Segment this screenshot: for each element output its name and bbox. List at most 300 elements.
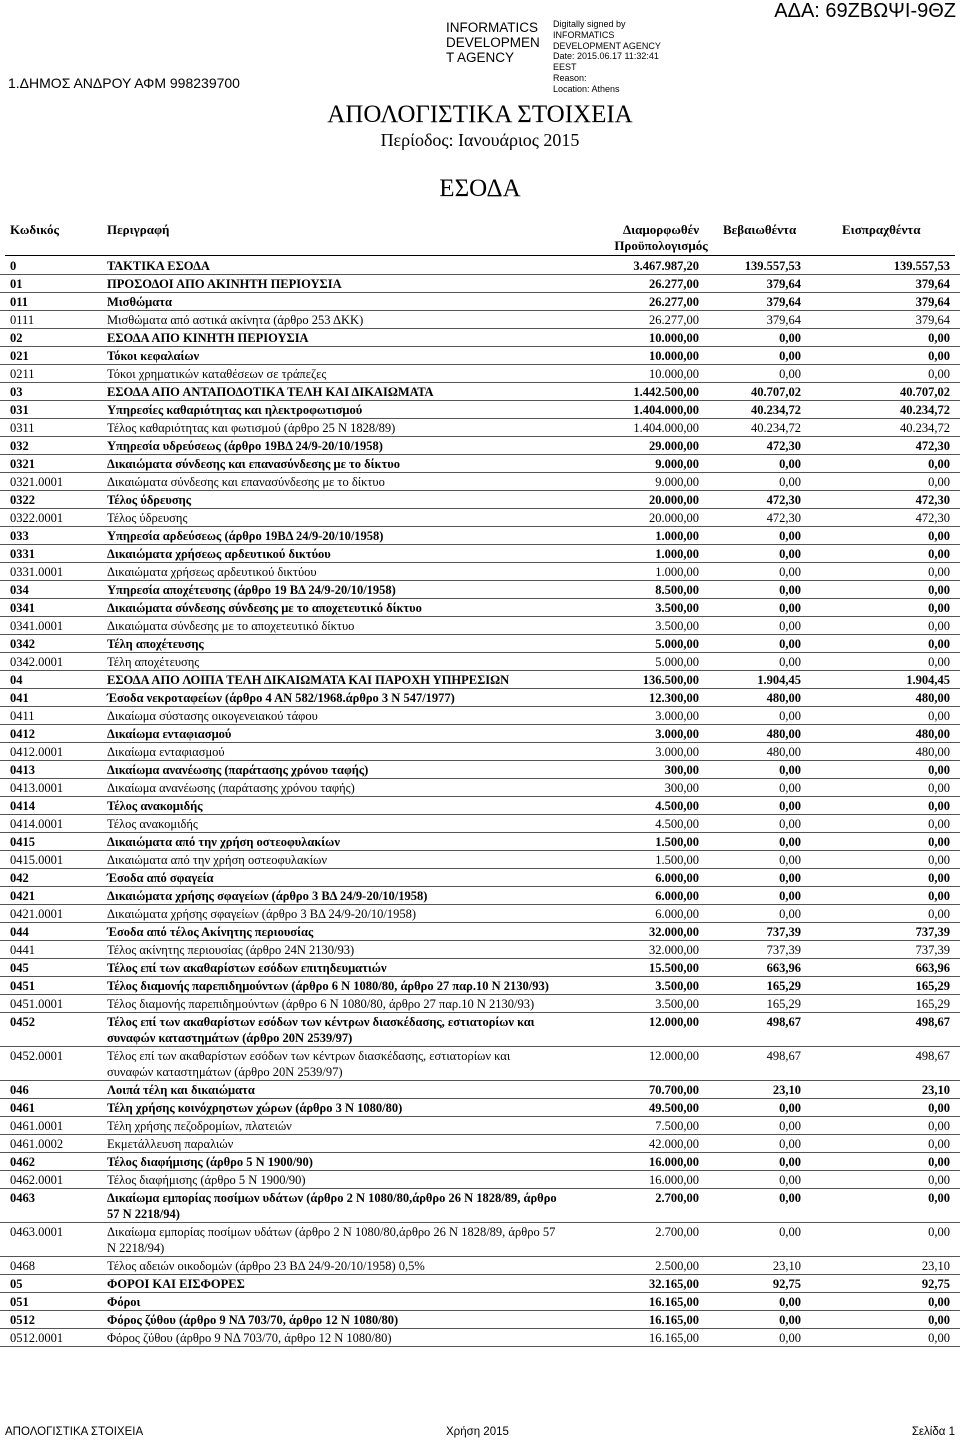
row-description: Τόκοι κεφαλαίων <box>107 349 200 363</box>
row-certified: 0,00 <box>779 583 801 597</box>
row-description: Δικαίωμα ενταφιασμού <box>107 727 232 741</box>
row-certified: 498,67 <box>766 1049 801 1063</box>
table-row <box>0 1135 960 1153</box>
municipality-header: 1.ΔΗΜΟΣ ΑΝΔΡΟΥ ΑΦΜ 998239700 <box>8 75 240 91</box>
row-code: 045 <box>10 961 29 975</box>
row-code: 0462 <box>10 1155 35 1169</box>
header-divider <box>5 255 955 256</box>
row-collected: 0,00 <box>928 1137 950 1151</box>
row-budget: 3.500,00 <box>655 601 699 615</box>
ada-code: ΑΔΑ: 69ΖΒΩΨΙ-9ΘΖ <box>774 0 956 22</box>
signature-line: Location: Athens <box>553 83 620 94</box>
signature-line: Reason: <box>553 72 587 83</box>
row-certified: 40.234,72 <box>751 403 801 417</box>
table-row <box>0 815 960 833</box>
row-certified: 0,00 <box>779 781 801 795</box>
row-description: Δικαιώματα σύνδεσης και επανασύνδεσης με το δίκτυο <box>107 475 385 489</box>
row-collected: 0,00 <box>928 1295 950 1309</box>
row-certified: 472,30 <box>766 511 801 525</box>
row-description: Δικαιώματα χρήσεως αρδευτικού δικτύου <box>107 565 317 579</box>
row-collected: 23,10 <box>921 1083 950 1097</box>
row-budget: 136.500,00 <box>642 673 699 687</box>
row-budget: 12.000,00 <box>649 1049 699 1063</box>
table-row <box>0 635 960 653</box>
row-code: 041 <box>10 691 29 705</box>
row-code: 0421.0001 <box>10 907 64 921</box>
row-collected: 40.234,72 <box>900 421 950 435</box>
row-code: 0452.0001 <box>10 1049 64 1063</box>
row-code: 04 <box>10 673 23 687</box>
table-row <box>0 473 960 491</box>
row-certified: 0,00 <box>779 1295 801 1309</box>
footer-report-name: ΑΠΟΛΟΓΙΣΤΙΚΑ ΣΤΟΙΧΕΙΑ <box>5 1426 144 1438</box>
row-collected: 379,64 <box>915 295 950 309</box>
row-description: Δικαιώματα από την χρήση οστεοφυλακίων <box>107 835 340 849</box>
row-budget: 16.000,00 <box>649 1173 699 1187</box>
signature-line: Digitally signed by <box>553 19 626 29</box>
signature-line: DEVELOPMENT AGENCY <box>553 40 661 51</box>
row-description: Τέλος διαφήμισης (άρθρο 5 Ν 1900/90) <box>107 1173 306 1187</box>
row-budget: 9.000,00 <box>655 475 699 489</box>
table-row <box>0 1189 960 1223</box>
row-collected: 737,39 <box>915 943 950 957</box>
row-description: Δικαιώματα σύνδεσης σύνδεσης με το αποχετευτικό δίκτυο <box>107 601 422 615</box>
table-row <box>0 743 960 761</box>
table-row <box>0 887 960 905</box>
row-certified: 0,00 <box>779 835 801 849</box>
table-row <box>0 977 960 995</box>
row-budget: 1.000,00 <box>655 529 699 543</box>
row-certified: 0,00 <box>779 331 801 345</box>
row-collected: 0,00 <box>928 709 950 723</box>
table-row <box>0 1099 960 1117</box>
row-budget: 3.000,00 <box>655 745 699 759</box>
table-row <box>0 923 960 941</box>
row-description: Δικαίωμα ανανέωσης (παράτασης χρόνου ταφής) <box>107 763 369 777</box>
row-description: Τέλη χρήσης κοινόχρηστων χώρων (άρθρο 3 Ν 1080/80) <box>107 1101 403 1115</box>
row-description: Τέλος ακίνητης περιουσίας (άρθρο 24Ν 2130/93) <box>107 943 355 957</box>
row-code: 0342 <box>10 637 35 651</box>
row-collected: 0,00 <box>928 655 950 669</box>
row-budget: 1.442.500,00 <box>633 385 699 399</box>
row-collected: 0,00 <box>928 1313 950 1327</box>
row-code: 0322.0001 <box>10 511 64 525</box>
row-description: Τέλος ανακομιδής <box>107 799 203 813</box>
row-description: ΤΑΚΤΙΚΑ ΕΣΟΔΑ <box>107 259 210 273</box>
row-budget: 1.500,00 <box>655 835 699 849</box>
row-description: Δικαιώματα χρήσης σφαγείων (άρθρο 3 ΒΔ 24/9-20/10/1958) <box>107 889 428 903</box>
row-budget: 5.000,00 <box>655 637 699 651</box>
row-budget: 32.000,00 <box>649 925 699 939</box>
row-certified: 165,29 <box>766 997 801 1011</box>
row-description: Δικαίωμα εμπορίας ποσίμων υδάτων (άρθρο 2 Ν 1080/80,άρθρο 26 Ν 1828/89, άρθρο 57 Ν 2218/94) <box>107 1191 557 1221</box>
row-code: 0441 <box>10 943 35 957</box>
row-description: Τέλη χρήσης πεζοδρομίων, πλατειών <box>107 1119 292 1133</box>
row-budget: 3.500,00 <box>655 997 699 1011</box>
row-collected: 0,00 <box>928 781 950 795</box>
row-code: 02 <box>10 331 23 345</box>
row-certified: 0,00 <box>779 1155 801 1169</box>
row-collected: 0,00 <box>928 1191 950 1205</box>
table-row <box>0 941 960 959</box>
row-budget: 16.000,00 <box>649 1155 699 1169</box>
row-code: 0415 <box>10 835 35 849</box>
table-row <box>0 689 960 707</box>
row-collected: 0,00 <box>928 349 950 363</box>
row-collected: 0,00 <box>928 763 950 777</box>
row-description: Δικαίωμα ανανέωσης (παράτασης χρόνου ταφής) <box>107 781 355 795</box>
row-code: 0463 <box>10 1191 35 1205</box>
row-description: Λοιπά τέλη και δικαιώματα <box>107 1083 255 1097</box>
table-row <box>0 311 960 329</box>
row-code: 0331 <box>10 547 35 561</box>
row-code: 046 <box>10 1083 29 1097</box>
row-code: 044 <box>10 925 29 939</box>
table-row <box>0 401 960 419</box>
row-budget: 12.300,00 <box>649 691 699 705</box>
signature-line: EEST <box>553 62 577 73</box>
row-description: Εκμετάλλευση παραλιών <box>107 1137 234 1151</box>
revenue-table-body <box>0 257 960 1347</box>
row-code: 0341 <box>10 601 35 615</box>
row-certified: 0,00 <box>779 817 801 831</box>
row-collected: 0,00 <box>928 907 950 921</box>
footer-page-number: Σελίδα 1 <box>911 1426 955 1438</box>
row-collected: 498,67 <box>915 1015 950 1029</box>
row-code: 0462.0001 <box>10 1173 64 1187</box>
row-code: 042 <box>10 871 29 885</box>
table-row <box>0 707 960 725</box>
row-description: Δικαίωμα ενταφιασμού <box>107 745 225 759</box>
row-code: 0413.0001 <box>10 781 64 795</box>
row-certified: 480,00 <box>766 727 801 741</box>
row-code: 021 <box>10 349 29 363</box>
row-certified: 472,30 <box>766 439 801 453</box>
row-collected: 0,00 <box>928 529 950 543</box>
row-collected: 0,00 <box>928 853 950 867</box>
row-budget: 3.500,00 <box>655 979 699 993</box>
row-code: 0463.0001 <box>10 1225 64 1239</box>
row-collected: 737,39 <box>915 925 950 939</box>
row-description: Υπηρεσίες καθαριότητας και ηλεκτροφωτισμού <box>107 403 363 417</box>
row-budget: 3.500,00 <box>655 619 699 633</box>
row-budget: 26.277,00 <box>649 295 699 309</box>
row-certified: 139.557,53 <box>744 259 801 273</box>
table-row <box>0 761 960 779</box>
row-code: 0421 <box>10 889 35 903</box>
table-header <box>0 222 960 256</box>
row-collected: 0,00 <box>928 1225 950 1239</box>
row-certified: 0,00 <box>779 601 801 615</box>
row-certified: 0,00 <box>779 529 801 543</box>
row-certified: 0,00 <box>779 1225 801 1239</box>
row-collected: 0,00 <box>928 619 950 633</box>
table-row <box>0 779 960 797</box>
section-title: ΕΣΟΔΑ <box>439 175 521 202</box>
row-budget: 9.000,00 <box>655 457 699 471</box>
row-collected: 0,00 <box>928 601 950 615</box>
table-row <box>0 455 960 473</box>
row-collected: 0,00 <box>928 583 950 597</box>
row-description: Δικαιώματα χρήσης σφαγείων (άρθρο 3 ΒΔ 24/9-20/10/1958) <box>107 907 417 921</box>
column-header-collected: Εισπραχθέντα <box>842 222 921 237</box>
table-row <box>0 1293 960 1311</box>
row-budget: 70.700,00 <box>649 1083 699 1097</box>
row-certified: 40.234,72 <box>751 421 801 435</box>
row-description: Τέλος ανακομιδής <box>107 817 198 831</box>
row-budget: 10.000,00 <box>649 331 699 345</box>
table-row <box>0 347 960 365</box>
row-budget: 7.500,00 <box>655 1119 699 1133</box>
row-budget: 20.000,00 <box>649 511 699 525</box>
row-collected: 40.707,02 <box>900 385 950 399</box>
row-collected: 165,29 <box>915 997 950 1011</box>
row-collected: 1.904,45 <box>906 673 950 687</box>
row-certified: 0,00 <box>779 907 801 921</box>
row-budget: 16.165,00 <box>649 1295 699 1309</box>
row-certified: 737,39 <box>766 925 801 939</box>
row-description: Τέλος επί των ακαθαρίστων εσόδων επιτηδευματιών <box>107 961 387 975</box>
period-subtitle: Περίοδος: Ιανουάριος 2015 <box>380 130 580 150</box>
table-row <box>0 1013 960 1047</box>
row-budget: 3.467.987,20 <box>633 259 699 273</box>
row-collected: 0,00 <box>928 1173 950 1187</box>
row-certified: 0,00 <box>779 619 801 633</box>
row-code: 03 <box>10 385 23 399</box>
row-certified: 737,39 <box>766 943 801 957</box>
row-certified: 0,00 <box>779 763 801 777</box>
row-code: 0512.0001 <box>10 1331 64 1345</box>
table-row <box>0 1223 960 1257</box>
table-row <box>0 995 960 1013</box>
column-header-code: Κωδικός <box>10 222 59 237</box>
table-row <box>0 329 960 347</box>
row-budget: 5.000,00 <box>655 655 699 669</box>
row-code: 034 <box>10 583 29 597</box>
row-description: Τέλος διαφήμισης (άρθρο 5 Ν 1900/90) <box>107 1155 313 1169</box>
row-collected: 0,00 <box>928 889 950 903</box>
row-collected: 40.234,72 <box>900 403 950 417</box>
row-certified: 0,00 <box>779 547 801 561</box>
row-certified: 472,30 <box>766 493 801 507</box>
digital-signature-name: INFORMATICS DEVELOPMEN T AGENCY <box>446 20 540 65</box>
row-certified: 379,64 <box>766 313 801 327</box>
row-budget: 8.500,00 <box>655 583 699 597</box>
row-budget: 1.000,00 <box>655 565 699 579</box>
row-budget: 26.277,00 <box>649 277 699 291</box>
row-description: Δικαίωμα σύστασης οικογενειακού τάφου <box>107 709 318 723</box>
row-code: 0415.0001 <box>10 853 64 867</box>
row-collected: 165,29 <box>915 979 950 993</box>
table-row <box>0 293 960 311</box>
row-code: 0412.0001 <box>10 745 64 759</box>
row-certified: 480,00 <box>766 745 801 759</box>
row-collected: 0,00 <box>928 457 950 471</box>
row-budget: 32.165,00 <box>649 1277 699 1291</box>
row-certified: 498,67 <box>766 1015 801 1029</box>
table-row <box>0 617 960 635</box>
row-collected: 0,00 <box>928 1331 950 1345</box>
row-description: ΕΣΟΔΑ ΑΠΟ ΚΙΝΗΤΗ ΠΕΡΙΟΥΣΙΑ <box>107 331 309 345</box>
row-code: 01 <box>10 277 23 291</box>
row-certified: 379,64 <box>766 295 801 309</box>
signature-line: INFORMATICS <box>553 29 615 40</box>
row-collected: 379,64 <box>915 313 950 327</box>
row-budget: 16.165,00 <box>649 1331 699 1345</box>
table-row <box>0 1171 960 1189</box>
row-certified: 0,00 <box>779 655 801 669</box>
row-budget: 3.000,00 <box>655 727 699 741</box>
row-certified: 23,10 <box>772 1259 801 1273</box>
table-row <box>0 725 960 743</box>
row-budget: 49.500,00 <box>649 1101 699 1115</box>
row-certified: 0,00 <box>779 457 801 471</box>
row-budget: 1.404.000,00 <box>633 403 699 417</box>
table-row <box>0 1311 960 1329</box>
row-certified: 0,00 <box>779 709 801 723</box>
table-row <box>0 851 960 869</box>
column-header-certified: Βεβαιωθέντα <box>723 222 797 237</box>
row-collected: 472,30 <box>915 493 950 507</box>
row-collected: 92,75 <box>921 1277 950 1291</box>
row-collected: 0,00 <box>928 817 950 831</box>
row-budget: 2.700,00 <box>655 1191 699 1205</box>
row-description: Τόκοι χρηματικών καταθέσεων σε τράπεζες <box>107 367 327 381</box>
row-certified: 480,00 <box>766 691 801 705</box>
document-title: ΑΠΟΛΟΓΙΣΤΙΚΑ ΣΤΟΙΧΕΙΑ <box>327 101 633 128</box>
row-certified: 40.707,02 <box>751 385 801 399</box>
row-description: Έσοδα από σφαγεία <box>107 871 214 885</box>
row-description: ΠΡΟΣΟΔΟΙ ΑΠΟ ΑΚΙΝΗΤΗ ΠΕΡΙΟΥΣΙΑ <box>107 277 342 291</box>
row-certified: 0,00 <box>779 1331 801 1345</box>
column-header-description: Περιγραφή <box>107 222 170 237</box>
row-code: 0414.0001 <box>10 817 64 831</box>
row-code: 0451 <box>10 979 35 993</box>
table-row <box>0 365 960 383</box>
row-code: 0111 <box>10 313 35 327</box>
row-collected: 0,00 <box>928 1101 950 1115</box>
row-description: Φόρος ζύθου (άρθρο 9 ΝΔ 703/70, άρθρο 12 Ν 1080/80) <box>107 1313 399 1327</box>
row-code: 0411 <box>10 709 35 723</box>
row-description: Τέλος επί των ακαθαρίστων εσόδων των κέντρων διασκέδασης, εστιατορίων και συναφών καταστημάτων (άρθρο 20Ν 2539/97) <box>107 1049 511 1079</box>
row-code: 033 <box>10 529 29 543</box>
row-collected: 23,10 <box>921 1259 950 1273</box>
row-description: Δικαιώματα σύνδεσης και επανασύνδεσης με το δίκτυο <box>107 457 400 471</box>
row-code: 0412 <box>10 727 35 741</box>
row-certified: 0,00 <box>779 475 801 489</box>
row-code: 0211 <box>10 367 35 381</box>
row-description: Υπηρεσία υδρεύσεως (άρθρο 19ΒΔ 24/9-20/10/1958) <box>107 439 383 453</box>
row-code: 0461.0002 <box>10 1137 64 1151</box>
row-budget: 42.000,00 <box>649 1137 699 1151</box>
row-code: 0342.0001 <box>10 655 64 669</box>
table-row <box>0 1153 960 1171</box>
row-code: 0461.0001 <box>10 1119 64 1133</box>
table-row <box>0 545 960 563</box>
row-description: Δικαίωμα εμπορίας ποσίμων υδάτων (άρθρο 2 Ν 1080/80,άρθρο 26 Ν 1828/89, άρθρο 57 Ν 2218/94) <box>107 1225 556 1255</box>
signature-line: Date: 2015.06.17 11:32:41 <box>553 51 659 62</box>
row-code: 031 <box>10 403 29 417</box>
row-budget: 10.000,00 <box>649 349 699 363</box>
row-collected: 0,00 <box>928 547 950 561</box>
row-collected: 0,00 <box>928 565 950 579</box>
row-budget: 6.000,00 <box>655 889 699 903</box>
row-collected: 498,67 <box>915 1049 950 1063</box>
row-code: 0322 <box>10 493 35 507</box>
table-row <box>0 437 960 455</box>
row-code: 0 <box>10 259 17 273</box>
row-collected: 480,00 <box>915 691 950 705</box>
row-collected: 472,30 <box>915 511 950 525</box>
row-code: 0341.0001 <box>10 619 64 633</box>
digital-signature-details <box>553 19 661 95</box>
row-certified: 92,75 <box>772 1277 801 1291</box>
row-collected: 139.557,53 <box>893 259 950 273</box>
row-certified: 0,00 <box>779 565 801 579</box>
row-description: Δικαιώματα σύνδεσης με το αποχετευτικό δίκτυο <box>107 619 355 633</box>
row-collected: 0,00 <box>928 367 950 381</box>
table-row <box>0 671 960 689</box>
row-collected: 0,00 <box>928 871 950 885</box>
row-code: 0461 <box>10 1101 35 1115</box>
row-description: Τέλος επί των ακαθαρίστων εσόδων των κέντρων διασκέδασης, εστιατορίων και συναφών καταστημάτων (άρθρο 20Ν 2539/97) <box>107 1015 535 1045</box>
row-collected: 0,00 <box>928 637 950 651</box>
page-footer <box>0 1426 960 1440</box>
row-code: 0321 <box>10 457 35 471</box>
table-row <box>0 491 960 509</box>
row-collected: 379,64 <box>915 277 950 291</box>
row-description: Υπηρεσία αρδεύσεως (άρθρο 19ΒΔ 24/9-20/10/1958) <box>107 529 384 543</box>
table-row <box>0 563 960 581</box>
row-description: Δικαιώματα χρήσεως αρδευτικού δικτύου <box>107 547 331 561</box>
row-description: Μισθώματα <box>107 295 172 309</box>
row-budget: 10.000,00 <box>649 367 699 381</box>
row-budget: 2.500,00 <box>655 1259 699 1273</box>
row-code: 0414 <box>10 799 35 813</box>
row-collected: 663,96 <box>915 961 950 975</box>
row-description: Έσοδα από τέλος Ακίνητης περιουσίας <box>107 925 314 939</box>
table-row <box>0 599 960 617</box>
row-description: Υπηρεσία αποχέτευσης (άρθρο 19 ΒΔ 24/9-20/10/1958) <box>107 583 396 597</box>
row-description: Τέλη αποχέτευσης <box>107 637 204 651</box>
row-certified: 0,00 <box>779 1191 801 1205</box>
row-code: 0512 <box>10 1313 35 1327</box>
row-code: 0413 <box>10 763 35 777</box>
row-code: 0468 <box>10 1259 35 1273</box>
row-certified: 0,00 <box>779 853 801 867</box>
row-code: 0452 <box>10 1015 35 1029</box>
row-budget: 32.000,00 <box>649 943 699 957</box>
row-code: 032 <box>10 439 29 453</box>
row-budget: 1.000,00 <box>655 547 699 561</box>
table-row <box>0 905 960 923</box>
row-description: Τέλος ύδρευσης <box>107 493 191 507</box>
row-budget: 4.500,00 <box>655 817 699 831</box>
row-description: Φόρος ζύθου (άρθρο 9 ΝΔ 703/70, άρθρο 12 Ν 1080/80) <box>107 1331 392 1345</box>
table-row <box>0 1081 960 1099</box>
row-description: Μισθώματα από αστικά ακίνητα (άρθρο 253 ΔΚΚ) <box>107 313 364 327</box>
row-collected: 480,00 <box>915 727 950 741</box>
row-code: 0311 <box>10 421 35 435</box>
table-row <box>0 869 960 887</box>
table-row <box>0 959 960 977</box>
row-description: ΕΣΟΔΑ ΑΠΟ ΛΟΙΠΑ ΤΕΛΗ ΔΙΚΑΙΩΜΑΤΑ ΚΑΙ ΠΑΡΟΧΗ ΥΠΗΡΕΣΙΩΝ <box>107 673 510 687</box>
column-header-budget <box>606 222 716 254</box>
row-certified: 0,00 <box>779 349 801 363</box>
row-description: ΦΟΡΟΙ ΚΑΙ ΕΙΣΦΟΡΕΣ <box>107 1277 245 1291</box>
row-description: Τέλος αδειών οικοδομών (άρθρο 23 ΒΔ 24/9-20/10/1958) 0,5% <box>107 1259 425 1273</box>
row-collected: 472,30 <box>915 439 950 453</box>
